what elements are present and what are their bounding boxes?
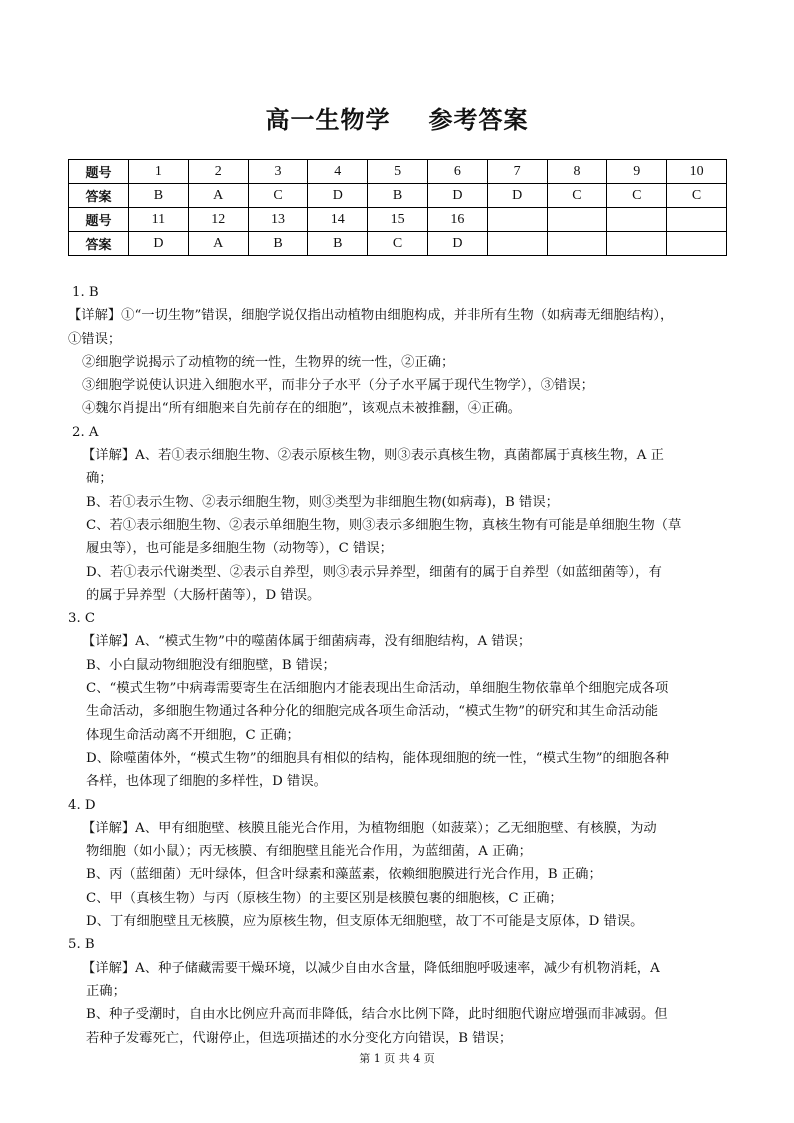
table-cell: 16 <box>427 208 487 232</box>
title-subject: 高一生物学 <box>265 106 391 134</box>
table-cell: 3 <box>248 160 308 184</box>
q1-line: 【详解】①“一切生物”错误，细胞学说仅指出动植物由细胞构成，并非所有生物（如病毒无细胞结构）， <box>68 308 674 324</box>
table-row <box>69 232 727 256</box>
table-cell <box>607 208 667 232</box>
page-title <box>0 100 794 135</box>
q2-number: 2. A <box>72 424 99 440</box>
table-cell: 1 <box>129 160 189 184</box>
answer-table <box>68 159 727 256</box>
q4-line: D、丁有细胞壁且无核膜，应为原核生物，但支原体无细胞壁，故丁不可能是支原体，D 错误。 <box>86 914 644 930</box>
q3-line: B、小白鼠动物细胞没有细胞壁，B 错误； <box>86 657 336 673</box>
table-cell: D <box>308 184 368 208</box>
table-cell: 13 <box>248 208 308 232</box>
table-cell: 4 <box>308 160 368 184</box>
table-cell: 10 <box>667 160 727 184</box>
table-cell: 9 <box>607 160 667 184</box>
table-cell <box>667 232 727 256</box>
row-header: 题号 <box>69 208 129 232</box>
page-footer: 第 1 页 共 4 页 <box>359 1052 435 1065</box>
table-row <box>69 208 727 232</box>
q1-number: 1. B <box>72 285 99 300</box>
table-cell: B <box>129 184 189 208</box>
q3-line: 体现生命活动离不开细胞，C 正确； <box>86 727 300 743</box>
q3-line: D、除噬菌体外，“模式生物”的细胞具有相似的结构，能体现细胞的统一性，“模式生物”的细胞各种 <box>86 750 670 766</box>
q4-line: 【详解】A、甲有细胞壁、核膜且能光合作用，为植物细胞（如菠菜）；乙无细胞壁、有核膜，为动 <box>82 820 657 836</box>
row-header: 答案 <box>69 184 129 208</box>
table-cell: 8 <box>547 160 607 184</box>
table-cell: 6 <box>427 160 487 184</box>
q1-line: ②细胞学说揭示了动植物的统一性，生物界的统一性，②正确； <box>82 354 455 370</box>
table-cell: D <box>427 184 487 208</box>
q2-line: 履虫等），也可能是多细胞生物（动物等），C 错误； <box>86 541 393 557</box>
title-answer-key: 参考答案 <box>428 106 529 134</box>
q2-line: 【详解】A、若①表示细胞生物、②表示原核生物，则③表示真核生物，真菌都属于真核生物，A 正 <box>82 448 664 464</box>
table-row <box>69 160 727 184</box>
table-cell: C <box>248 184 308 208</box>
table-cell <box>607 232 667 256</box>
q2-line: 的属于异养型（大肠杆菌等），D 错误。 <box>86 587 321 603</box>
q1-line: ①错误； <box>68 331 122 347</box>
table-cell: 5 <box>368 160 428 184</box>
table-cell <box>547 232 607 256</box>
table-cell: C <box>607 184 667 208</box>
table-row <box>69 184 727 208</box>
table-cell: A <box>188 184 248 208</box>
row-header: 题号 <box>69 160 129 184</box>
table-cell: 14 <box>308 208 368 232</box>
q2-line: B、若①表示生物、②表示细胞生物，则③类型为非细胞生物(如病毒)，B 错误； <box>86 494 559 510</box>
q4-number: 4. D <box>68 797 96 813</box>
table-cell: B <box>368 184 428 208</box>
explanations <box>68 281 730 1050</box>
q4-line: 物细胞（如小鼠）；丙无核膜、有细胞壁且能光合作用，为蓝细菌，A 正确； <box>86 844 532 860</box>
row-header: 答案 <box>69 232 129 256</box>
q3-line: 各样，也体现了细胞的多样性，D 错误。 <box>86 774 327 790</box>
q1-line: ④魏尔肖提出“所有细胞来自先前存在的细胞”，该观点未被推翻，④正确。 <box>82 401 522 417</box>
q3-number: 3. C <box>68 611 96 627</box>
q1-line: ③细胞学说使认识进入细胞水平，而非分子水平（分子水平属于现代生物学），③错误； <box>82 378 594 394</box>
table-cell <box>487 232 547 256</box>
q4-line: B、丙（蓝细菌）无叶绿体，但含叶绿素和藻蓝素，依赖细胞膜进行光合作用，B 正确； <box>86 867 602 883</box>
q5-line: 【详解】A、种子储藏需要干燥环境，以减少自由水含量，降低细胞呼吸速率，减少有机物消耗，A <box>82 960 660 976</box>
table-cell: D <box>427 232 487 256</box>
q3-line: C、“模式生物”中病毒需要寄生在活细胞内才能表现出生命活动，单细胞生物依靠单个细胞完成各项 <box>86 681 669 697</box>
table-cell: D <box>129 232 189 256</box>
table-cell: 15 <box>368 208 428 232</box>
table-cell: 11 <box>129 208 189 232</box>
q3-line: 生命活动，多细胞生物通过各种分化的细胞完成各项生命活动，“模式生物”的研究和其生命活动能 <box>86 704 659 720</box>
q5-line: 若种子发霉死亡，代谢停止，但选项描述的水分变化方向错误，B 错误； <box>86 1030 513 1046</box>
q5-line: 正确； <box>86 983 126 999</box>
table-cell: B <box>308 232 368 256</box>
table-cell: C <box>368 232 428 256</box>
table-cell: D <box>487 184 547 208</box>
table-cell: A <box>188 232 248 256</box>
table-cell <box>487 208 547 232</box>
q2-line: C、若①表示细胞生物、②表示单细胞生物，则③表示多细胞生物，真核生物有可能是单细胞生物（草 <box>86 517 682 533</box>
q5-number: 5. B <box>68 937 95 953</box>
table-cell: 2 <box>188 160 248 184</box>
q2-line: 确； <box>86 471 113 487</box>
table-cell: 7 <box>487 160 547 184</box>
table-cell: 12 <box>188 208 248 232</box>
table-cell: C <box>547 184 607 208</box>
q4-line: C、甲（真核生物）与丙（原核生物）的主要区别是核膜包裹的细胞核，C 正确； <box>86 890 563 906</box>
table-cell: B <box>248 232 308 256</box>
q2-line: D、若①表示代谢类型、②表示自养型，则③表示异养型，细菌有的属于自养型（如蓝细菌等），有 <box>86 564 662 580</box>
q5-line: B、种子受潮时，自由水比例应升高而非降低，结合水比例下降，此时细胞代谢应增强而非减弱。但 <box>86 1007 668 1023</box>
q3-line: 【详解】A、“模式生物”中的噬菌体属于细菌病毒，没有细胞结构，A 错误； <box>82 634 532 650</box>
table-cell <box>547 208 607 232</box>
table-cell <box>667 208 727 232</box>
table-cell: C <box>667 184 727 208</box>
